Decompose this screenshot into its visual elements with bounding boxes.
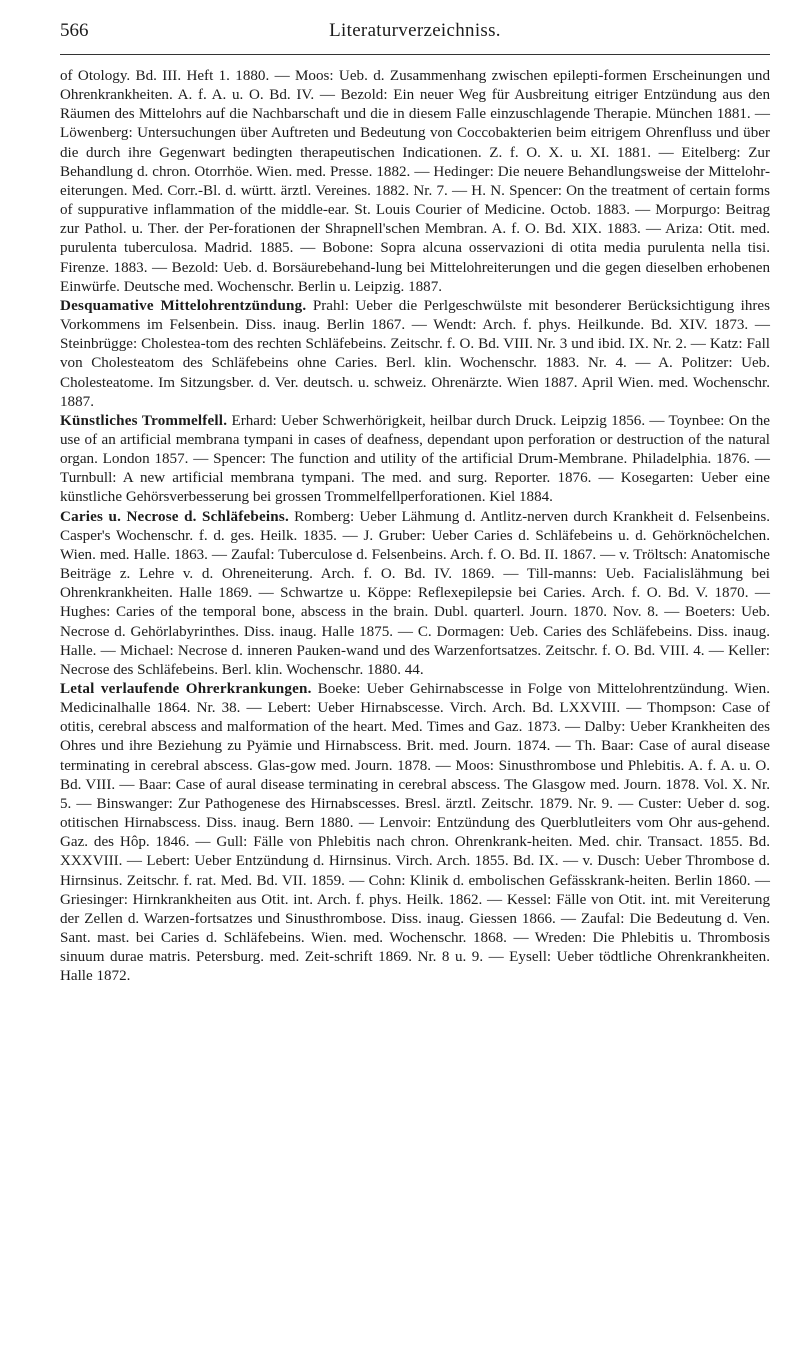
paragraph-text: of Otology. Bd. III. Heft 1. 1880. — Moos: Ueb. d. Zusammenhang zwischen epilepti-formen Erscheinungen und Ohrenkrankheiten. A. f. A. u. O. Bd. IV. — Bezold: Ein neuer Weg für Ausbreitung eitriger Entzündung aus den Räumen des Mittelohrs auf die Nachbarschaft und die in diesem Falle einzuschlagende Therapie. München 1881. — Löwenberg: Untersuchungen über Auftreten und Bedeutung von Coccobakterien beim eitrigem Ohrenfluss und über die durch ihre Gegenwart bedingten therapeutischen Indicationen. Z. f. O. X. u. XI. 1881. — Eitelberg: Zur Behandlung d. chron. Otorrhöe. Wien. med. Presse. 1882. — Hedinger: Die neuere Behandlungsweise der Mittelohr-eiterungen. Med. Corr.-Bl. d. württ. ärztl. Vereines. 1882. Nr. 7. — H. N. Spencer: On the treatment of certain forms of suppurative inflammation of the middle-ear. St. Louis Courier of Medicine. Octob. 1883. — Morpurgo: Beitrag zur Pathol. u. Ther. der Per-forationen der Shrapnell'schen Membran. A. f. O. Bd. XIX. 1883. — Ariza: Otit. med. purulenta tuberculosa. Madrid. 1885. — Bobone: Sopra alcuna osservazioni di otita media purulenta nella tisi. Firenze. 1883. — Bezold: Ueb. d. Borsäurebehand-lung bei Mittelohreiterungen und die gegen dieselben erhobenen Einwürfe. Deutsche med. Wochenschr. Berlin u. Leipzig. 1887.: [60, 68, 770, 295]
section-heading: Letal verlaufende Ohrerkrankungen.: [60, 681, 312, 697]
section-heading: Künstliches Trommelfell.: [60, 412, 228, 429]
bibliography-body: [60, 67, 770, 987]
document-page: [60, 14, 770, 1354]
bibliography-paragraph: [60, 67, 770, 297]
paragraph-text: Prahl: Ueber die Perlgeschwülste mit besonderer Berücksichtigung ihres Vorkommens im Felsenbein. Diss. inaug. Berlin 1867. — Wendt: Arch. f. phys. Heilkunde. Bd. XIV. 1873. — Steinbrügge: Cholestea-tom des rechten Schläfebeins. Zeitschr. f. O. Bd. VIII. Nr. 3 und ibid. IX. Nr. 2. — Katz: Fall von Cholesteatom des Schläfebeins ohne Caries. Berl. klin. Wochenschr. 1883. Nr. 4. — A. Politzer: Ueb. Cholesteatome. Im Sitzungsber. d. Ver. deutsch. u. schweiz. Ohrenärzte. Wien 1887. April Wien. med. Wochenschr. 1887.: [60, 297, 771, 410]
paragraph-text: Erhard: Ueber Schwerhörigkeit, heilbar durch Druck. Leipzig 1856. — Toynbee: On the use of an artificial membrana tympani in cases of deafness, dependant upon perforation or destruction of the natural organ. London 1857. — Spencer: The function and utility of the artificial Drum-Membrane. Philadelphia. 1876. — Turnbull: A new artificial membrana tympani. The med. and surg. Reporter. 1876. — Kosegarten: Ueber eine künstliche Gehörsverbesserung bei grossen Trommelfellperforationen. Kiel 1884.: [60, 412, 770, 506]
paragraph-text: Boeke: Ueber Gehirnabscesse in Folge von Mittelohrentzündung. Wien. Medicinalhalle 1864. Nr. 38. — Lebert: Ueber Hirnabscesse. Virch. Arch. Bd. LXXVIII. — Thompson: Case of otitis, cerebral abscess and malformation of the heart. Med. Times and Gaz. 1873. — Dalby: Ueber Krankheiten des Ohres und ihre Beziehung zu Pyämie und Hirnabscess. Brit. med. Journ. 1874. — Th. Baar: Case of aural disease terminating in cerebral abscess. Glas-gow med. Journ. 1878. — Moos: Sinusthrombose und Phlebitis. A. f. A. u. O. Bd. VIII. — Baar: Case of aural disease terminating in cerebral abscess. The Glasgow med. Journ. 1878. Vol. X. Nr. 5. — Binswanger: Zur Pathogenese des Hirnabscesses. Bresl. ärztl. Zeitschr. 1879. Nr. 9. — Custer: Ueber d. sog. otitischen Hirnabscess. Diss. inaug. Bern 1880. — Lenvoir: Entzündung des Querblutleiters vom Ohr aus-gehend. Gaz. des Hôp. 1846. — Gull: Fälle von Phlebitis nach chron. Ohrenkrank-heiten. Med. chir. Transact. 1855. Bd. XXXVIII. — Lebert: Ueber Entzündung d. Hirnsinus. Virch. Arch. 1855. Bd. IX. — v. Dusch: Ueber Thrombose d. Hirnsinus. Zeitschr. f. rat. Med. Bd. VII. 1859. — Cohn: Klinik d. embolischen Gefässkrank-heiten. Berlin 1860. — Griesinger: Hirnkrankheiten aus Otit. int. Arch. f. phys. Heilk. 1862. — Kessel: Fälle von Otit. int. mit Vereiterung der Zellen d. Warzen-fortsatzes und Sinusthrombose. Diss. inaug. Giessen 1866. — Zaufal: Die Bedeutung d. Ven. Sant. mast. bei Caries d. Schläfebeins. Wien. med. Wochenschr. 1868. — Wreden: Die Phlebitis u. Thrombosis sinuum durae matris. Petersburg. med. Zeit-schrift 1869. Nr. 8 u. 9. — Eysell: Ueber tödtliche Ohrenkrankheiten. Halle 1872.: [60, 681, 770, 985]
bibliography-paragraph: [60, 412, 770, 508]
bibliography-paragraph: [60, 508, 770, 680]
bibliography-paragraph: [60, 297, 770, 412]
paragraph-text: Romberg: Ueber Lähmung d. Antlitz-nerven durch Krankheit d. Felsenbeins. Casper's Wochenschr. f. d. ges. Heilk. 1835. — J. Gruber: Ueber Caries d. Schläfebeins u. d. Gehörknöchelchen. Wien. med. Halle. 1863. — Zaufal: Tuberculose d. Felsenbeins. Arch. f. O. Bd. II. 1867. — v. Tröltsch: Anatomische Beiträge z. Lehre v. d. Ohreneiterung. Arch. f. O. Bd. IV. 1869. — Till-manns: Ueb. Facialislähmung bei Ohrenkrankheiten. Halle 1869. — Schwartze u. Köppe: Reflexepilepsie bei Caries. Arch. f. O. Bd. V. 1870. — Hughes: Caries of the temporal bone, abscess in the brain. Dubl. quarterl. Journ. 1870. Nov. 8. — Boeters: Ueb. Necrose d. Gehörlabyrinthes. Diss. inaug. Halle 1875. — C. Dormagen: Ueb. Caries des Schläfebeins. Diss. inaug. Halle. — Michael: Necrose d. inneren Pauken-wand und des Warzenfortsatzes. Zeitschr. f. O. Bd. VIII. 4. — Keller: Necrose des Schläfebeins. Berl. klin. Wochenschr. 1880. 44.: [60, 508, 770, 678]
bibliography-paragraph: [60, 680, 770, 987]
running-title: Literaturverzeichniss.: [329, 20, 501, 41]
page-header: [60, 14, 770, 55]
page-number: 566: [60, 20, 89, 41]
section-heading: Desquamative Mittelohrentzündung.: [60, 297, 307, 314]
section-heading: Caries u. Necrose d. Schläfebeins.: [60, 508, 289, 525]
